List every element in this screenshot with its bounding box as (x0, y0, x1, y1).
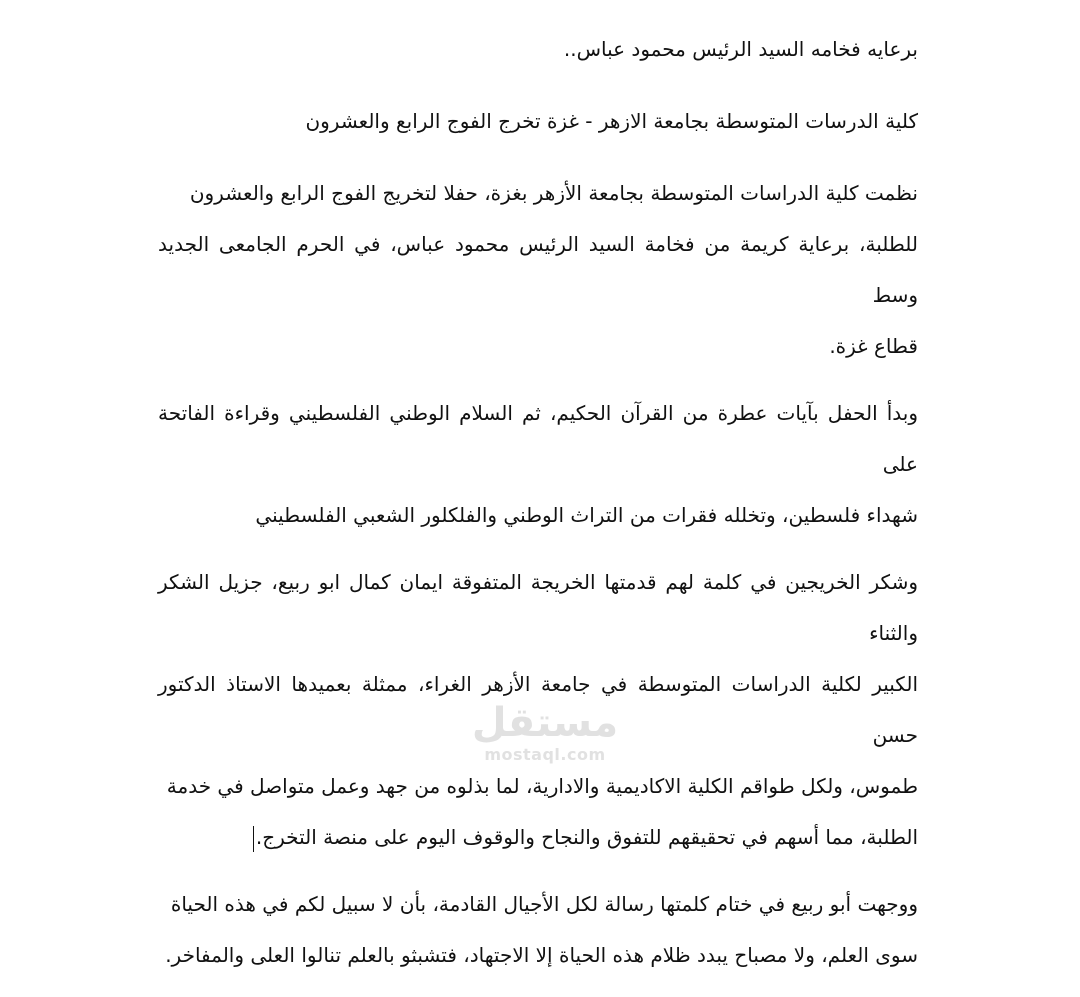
text-cursor (253, 826, 254, 852)
paragraph-opening (158, 388, 918, 541)
text-line: قطاع غزة. (829, 334, 918, 358)
watermark-text: mostaql.com (484, 745, 606, 764)
paragraph-message (158, 879, 918, 981)
text-line: سوى العلم، ولا مصباح يبدد ظلام هذه الحياة إلا الاجتهاد، فتشبثو بالعلم تنالوا العلى والمفاخر. (165, 943, 918, 967)
document-body[interactable] (158, 24, 918, 997)
paragraph-headline (158, 96, 918, 147)
text-line: كلية الدرسات المتوسطة بجامعة الازهر - غزة تخرج الفوج الرابع والعشرون (305, 109, 918, 133)
watermark-logo: مستقل (471, 700, 619, 746)
paragraph-patronage (158, 24, 918, 75)
text-line: برعايه فخامه السيد الرئيس محمود عباس.. (563, 37, 918, 61)
text-line: ووجهت أبو ربيع في ختام كلمتها رسالة لكل الأجيال القادمة، بأن لا سبيل لكم في هذه الحياة (170, 892, 918, 916)
text-line: شهداء فلسطين، وتخلله فقرات من التراث الوطني والفلكلور الشعبي الفلسطيني (255, 503, 918, 527)
text-line: وشكر الخريجين في كلمة لهم قدمتها الخريجة المتفوقة ايمان كمال ابو ربيع، جزيل الشكر والثناء (158, 570, 918, 645)
text-line: للطلبة، برعاية كريمة من فخامة السيد الرئيس محمود عباس، في الحرم الجامعى الجديد وسط (158, 232, 918, 307)
text-line: وبدأ الحفل بآيات عطرة من القرآن الحكيم، ثم السلام الوطني الفلسطيني وقراءة الفاتحة على (158, 401, 918, 476)
text-line: الكبير لكلية الدراسات المتوسطة في جامعة الأزهر الغراء، ممثلة بعميدها الاستاذ الدكتور حسن (158, 672, 918, 747)
paragraph-ceremony (158, 168, 918, 372)
text-line: نظمت كلية الدراسات المتوسطة بجامعة الأزهر بغزة، حفلا لتخريج الفوج الرابع والعشرون (189, 181, 918, 205)
text-line: طموس، ولكل طواقم الكلية الاكاديمية والادارية، لما بذلوه من جهد وعمل متواصل في خدمة (166, 774, 918, 798)
watermark (470, 700, 620, 784)
text-line: الطلبة، مما أسهم في تحقيقهم للتفوق والنجاح والوقوف اليوم على منصة التخرج. (255, 825, 918, 849)
